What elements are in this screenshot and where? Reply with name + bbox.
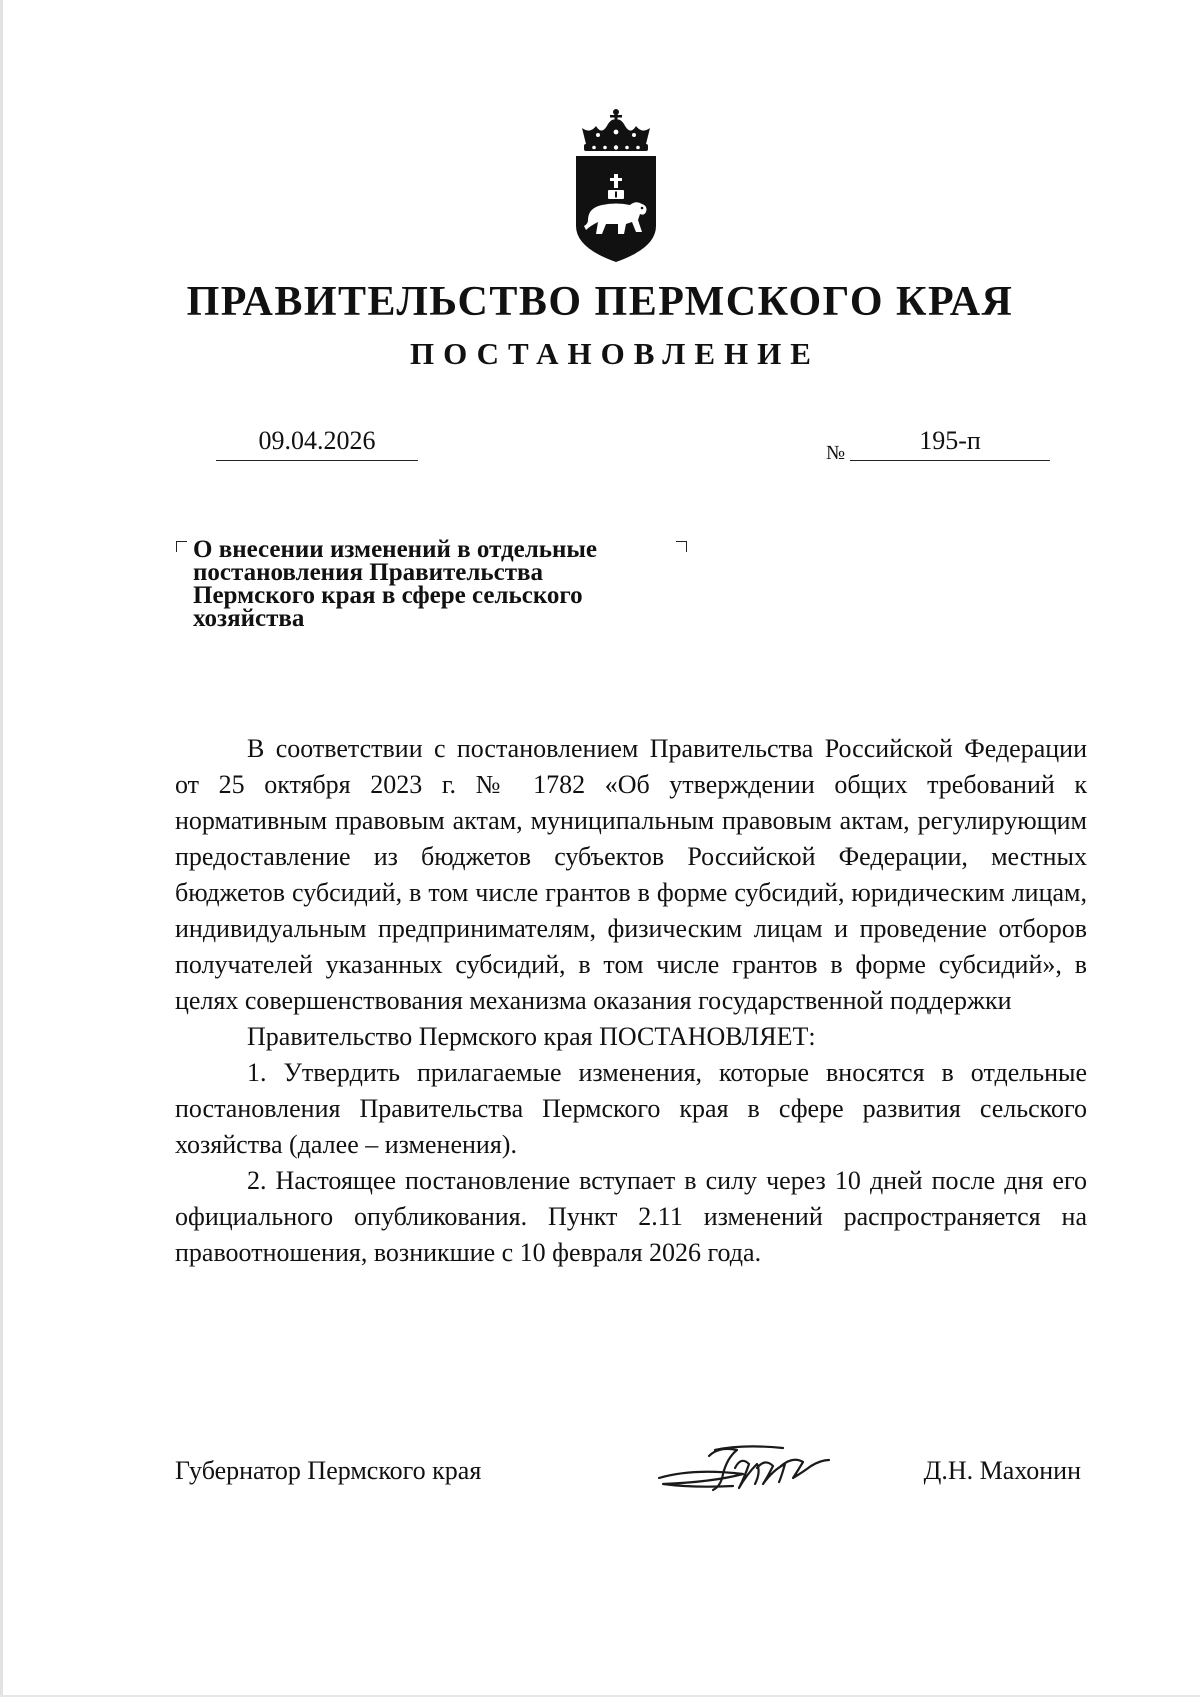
document-date: 09.04.2026 <box>216 426 418 461</box>
subject-line: хозяйства <box>193 605 305 632</box>
body-paragraph-preamble: В соответствии с постановлением Правительства Российской Федерации от 25 октября 2023 г. № 1782 «Об утверждении общих требований к нормативным правовым актам, муниципальным правовым актам, регулирующим предоставление из бюджетов субъектов Российской Федерации, местных бюджетов субсидий, в том числе грантов в форме субсидий, юридическим лицам, индивидуальным предпринимателям, физическим лицам и проведение отборов получателей указанных субсидий, в том числе грантов в форме субсидий», в целях совершенствования механизма оказания государственной поддержки <box>175 734 1087 1015</box>
body-paragraph-resolves: Правительство Пермского края ПОСТАНОВЛЯЕТ: <box>247 1022 816 1051</box>
scan-edge-left <box>0 0 3 1697</box>
document-subject <box>193 538 683 630</box>
signature-block <box>175 1452 1087 1502</box>
signatory-name: Д.Н. Махонин <box>923 1456 1081 1485</box>
subject-line: постановления Правительства <box>193 559 543 586</box>
body-paragraph-item-1: 1. Утвердить прилагаемые изменения, которые вносятся в отдельные постановления Правительства Пермского края в сфере развития сельского хозяйства (далее – изменения). <box>175 1058 1087 1159</box>
document-type-heading: ПОСТАНОВЛЕНИЕ <box>410 336 820 371</box>
signatory-position: Губернатор Пермского края <box>175 1456 482 1485</box>
subject-line: Пермского края в сфере сельского <box>193 582 583 609</box>
body-paragraph-item-2: 2. Настоящее постановление вступает в силу через 10 дней после дня его официального опубликования. Пункт 2.11 изменений распространяется на правоотношения, возникшие с 10 февраля 2026 года. <box>175 1166 1087 1267</box>
document-number: 195-п <box>850 426 1050 461</box>
subject-bracket-top-left <box>176 541 187 552</box>
document-number-label: № <box>826 442 846 464</box>
government-title: ПРАВИТЕЛЬСТВО ПЕРМСКОГО КРАЯ <box>186 279 1014 325</box>
coat-of-arms-icon <box>568 108 664 264</box>
document-body <box>175 731 1087 1271</box>
subject-line: О внесении изменений в отдельные <box>193 536 598 563</box>
handwritten-signature-icon <box>653 1438 833 1502</box>
